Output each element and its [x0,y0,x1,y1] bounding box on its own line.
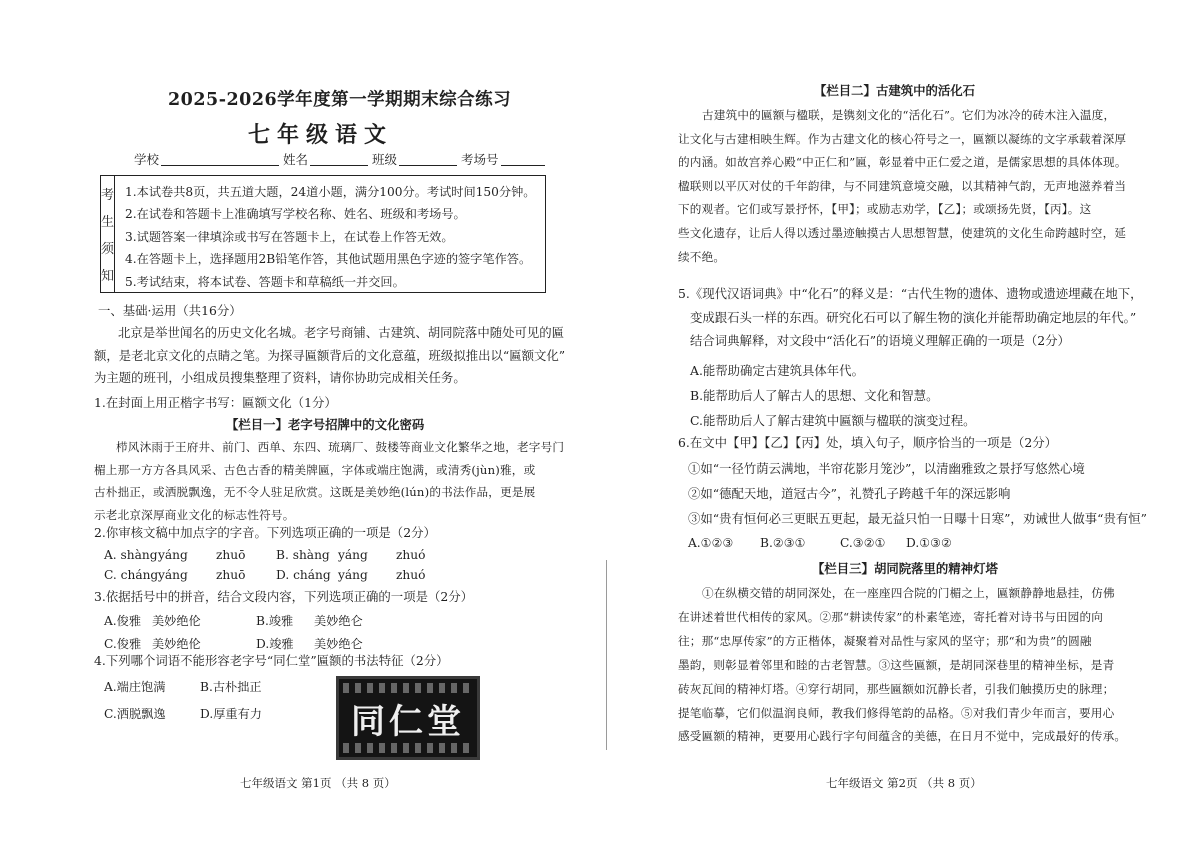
option-text: C.能帮助后人了解古建筑中匾额与楹联的演变过程。 [690,413,976,428]
notice-head-char: 考 [101,188,115,203]
option-word: B.竣雅 [256,614,294,628]
option-pinyin: A. shàng [104,548,158,562]
column-3-title: 【栏目三】胡同院落里的精神灯塔 [812,561,998,576]
question-1: 1.在封面上用正楷字书写：匾额文化（1分） [94,395,337,410]
column-3-line: ①在纵横交错的胡同深处，在一座座四合院的门楣之上，匾额静静地悬挂，仿佛 [702,586,1115,600]
student-info-row [134,150,554,168]
column-2-line: 续不绝。 [678,249,726,264]
column-2-line: 下的观者。它们或写景抒怀，【甲】；或励志劝学，【乙】；或颂扬先贤，【丙】。这 [678,202,1092,217]
option-pinyin: C. cháng [104,568,159,582]
name-blank [310,153,368,166]
notice-box [100,175,546,293]
question-6-items [688,456,1147,531]
option-word: D.竣雅 [256,637,294,651]
column-2-line: 古建筑中的匾额与楹联，是镌刻文化的“活化石”。它们为冰冷的砖木注入温度， [702,108,1116,122]
class-label: 班级 [372,152,398,167]
option-word: A.端庄饱满 [104,680,166,694]
option-pinyin: zhuō [216,548,246,562]
intro-line: 额，是老北京文化的点睛之笔。为探寻匾额背后的文化意蕴，班级拟推出以“匾额文化” [94,347,566,363]
subject-title: 七年级语文 [248,122,394,148]
column-3-line: 感受匾额的精神，更要用心践行字句间蕴含的美德，在日月不觉中，完成最好的传承。 [678,729,1127,744]
column-1-line: 古朴拙正，或洒脱飘逸，无不令人驻足欣赏。这既是美妙绝(lún)的书法作品，更是展 [94,485,536,500]
class-blank [399,153,457,166]
column-3-line: 提笔临摹，它们似温润良师，教我们修得笔韵的品格。⑤对我们青少年而言，要用心 [678,705,1115,720]
question-6-item: ②如“德配天地，道冠古今”，礼赞孔子跨越千年的深远影响 [688,486,1011,501]
option-text: A.能帮助确定古建筑具体年代。 [690,363,864,378]
notice-head-char: 须 [101,242,115,257]
option-pinyin: zhuó [396,548,426,562]
notice-item: 5.考试结束，将本试卷、答题卡和草稿纸一并交回。 [125,274,405,289]
page-2-footer: 七年级语文 第2页 （共 8 页） [826,776,982,790]
question-5-line: 5.《现代汉语词典》中“化石”的释义是：“古代生物的遗体、遗物或遗迹埋藏在地下， [678,286,1143,301]
option-pinyin: B. shàng [276,548,330,562]
column-2-line: 楹联则以平仄对仗的千年韵律，与不同建筑意境交融，以其精神气韵，无声地滋养着当 [678,178,1127,193]
exam-no-blank [501,153,545,166]
column-1-line: 楣上那一方方各具风采、古色古香的精美牌匾，字体或端庄饱满，或清秀(jùn)雅，或 [94,462,536,477]
option-order: C.③②① [840,536,886,550]
name-label: 姓名 [283,152,309,167]
notice-head-char: 知 [101,269,115,284]
column-2-line: 的内涵。如故宫养心殿“中正仁和”匾，彰显着中正仁爱之道，是儒家思想的具体体现。 [678,155,1127,170]
intro-line: 北京是举世闻名的历史文化名城。老字号商铺、古建筑、胡同院落中随处可见的匾 [118,325,565,340]
option-order: D.①③② [906,536,952,550]
question-4: 4.下列哪个词语不能形容老字号“同仁堂”匾额的书法特征（2分） [94,653,449,668]
notice-item: 1.本试卷共8页，共五道大题，24道小题，满分100分。考试时间150分钟。 [125,185,536,199]
column-3-line: 砖灰瓦间的精神灯塔。④穿行胡同，那些匾额如沉静长者，引我们触摸历史的脉理； [678,681,1115,696]
notice-head-char: 生 [101,215,115,230]
column-1-title: 【栏目一】老字号招牌中的文化密码 [226,417,425,432]
option-text: B.能帮助后人了解古人的思想、文化和智慧。 [690,388,939,403]
option-word: 美妙绝伦 [152,637,201,651]
column-1-text [94,436,564,526]
question-6-item: ③如“贵有恒何必三更眠五更起，最无益只怕一日曝十日寒”，劝诫世人做事“贵有恒” [688,511,1148,526]
option-word: 美妙绝仑 [314,614,363,628]
intro-paragraph [94,322,565,390]
question-3-options [104,612,394,652]
column-3-line: 墨韵，则彰显着邻里和睦的古老智慧。③这些匾额，是胡同深巷里的精神坐标，是青 [678,657,1115,672]
column-2-title: 【栏目二】古建筑中的活化石 [814,83,976,98]
option-word: 美妙绝伦 [152,614,201,628]
exam-no-label: 考场号 [461,152,499,167]
option-word: C.俊雅 [104,637,142,651]
option-word: C.洒脱飘逸 [104,707,166,721]
question-3: 3.依据括号中的拼音，结合文段内容，下列选项正确的一项是（2分） [94,589,474,604]
option-word: A.俊雅 [104,614,142,628]
option-word: 美妙绝仑 [314,637,363,651]
option-pinyin: yáng [338,568,368,582]
question-5-options [690,358,976,433]
intro-line: 为主题的班刊，小组成员搜集整理了资料，请你协助完成相关任务。 [94,370,466,385]
option-pinyin: zhuó [396,568,426,582]
question-4-options [104,678,290,722]
option-pinyin: yáng [338,548,368,562]
column-3-line: 在讲述着世代相传的家风。②那“耕读传家”的朴素笔迹，寄托着对诗书与田园的向 [678,609,1104,624]
section-heading: 一、基础·运用（共16分） [98,303,242,318]
exam-title: 2025-2026学年度第一学期期末综合练习 [168,90,512,110]
column-2-text [678,104,1127,269]
column-2-line: 让文化与古建相映生辉。作为古建文化的核心符号之一，匾额以凝练的文字承载着深厚 [678,131,1127,146]
column-2-line: 些文化遗存，让后人得以透过墨迹触摸古人思想智慧，使建筑的文化生命跨越时空，延 [678,225,1127,240]
page-2 [600,0,1200,847]
question-2: 2.你审核文稿中加点字的字音。下列选项正确的一项是（2分） [94,525,436,540]
option-order: B.②③① [760,536,806,550]
page-1-footer: 七年级语文 第1页 （共 8 页） [240,776,396,790]
option-pinyin: D. cháng [276,568,331,582]
question-6: 6.在文中【甲】【乙】【丙】处，填入句子，顺序恰当的一项是（2分） [678,435,1058,450]
question-2-options [104,548,436,582]
tongrentang-plaque-image [336,676,480,760]
question-6-item: ①如“一径竹荫云满地，半帘花影月笼沙”，以清幽雅致之景抒写悠然心境 [688,461,1085,476]
column-1-line: 栉风沐雨于王府井、前门、西单、东四、琉璃厂、鼓楼等商业文化繁华之地，老字号门 [116,440,565,454]
notice-items [115,176,545,292]
notice-item: 2.在试卷和答题卡上准确填写学校名称、姓名、班级和考场号。 [125,207,466,222]
option-word: B.古朴拙正 [200,680,262,694]
column-1-line: 示老北京深厚商业文化的标志性符号。 [94,507,295,522]
option-word: D.厚重有力 [200,707,262,721]
option-order: A.①②③ [688,536,734,550]
question-6-options [688,536,966,550]
school-blank [161,153,279,166]
column-3-text [678,582,1126,749]
question-5-line: 变成跟石头一样的东西。研究化石可以了解生物的演化并能帮助确定地层的年代。” [690,309,1137,325]
option-pinyin: yáng [158,548,188,562]
question-5-line: 结合词典解释，对文段中“活化石”的语境义理解正确的一项是（2分） [690,333,1070,348]
notice-item: 4.在答题卡上，选择题用2B铅笔作答，其他试题用黑色字迹的签字笔作答。 [125,252,532,267]
notice-item: 3.试题答案一律填涂或书写在答题卡上，在试卷上作答无效。 [125,229,454,244]
school-label: 学校 [134,152,160,167]
column-3-line: 往；那“忠厚传家”的方正楷体，凝聚着对品性与家风的坚守；那“和为贵”的圆融 [678,633,1092,648]
option-pinyin: zhuō [216,568,246,582]
option-pinyin: yáng [158,568,188,582]
notice-head [101,176,115,292]
question-5 [678,282,1143,353]
plaque-text: 同仁堂 [351,701,465,742]
